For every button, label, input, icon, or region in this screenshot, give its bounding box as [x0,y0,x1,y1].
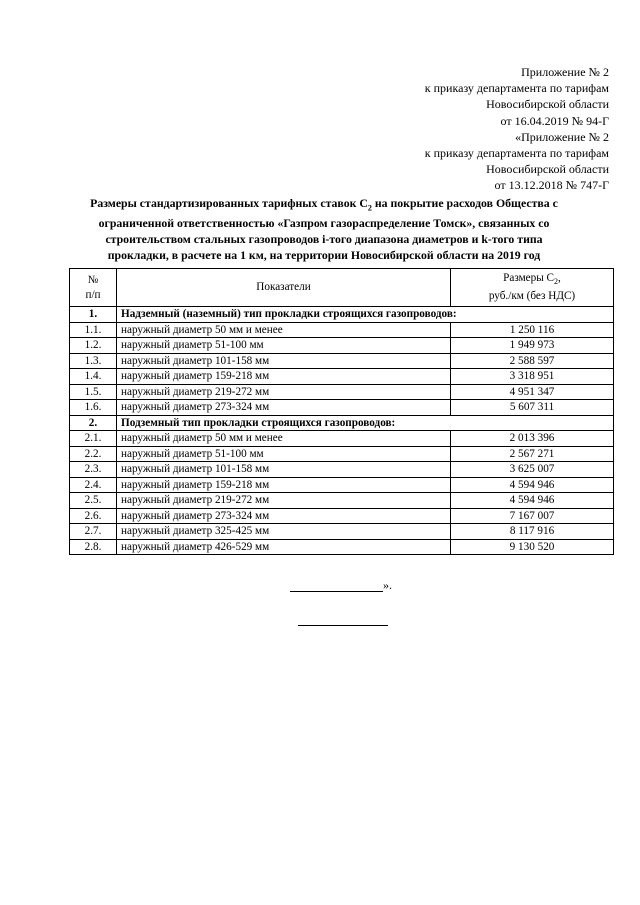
row-number: 2.3. [70,462,117,478]
table-header-row [70,269,614,307]
section-number: 2. [70,415,117,431]
end-separator-line [298,625,388,626]
row-number: 2.4. [70,477,117,493]
row-number: 1.4. [70,369,117,385]
header-line: от 13.12.2018 № 747-Г [494,178,609,193]
row-label: наружный диаметр 51-100 мм [117,446,451,462]
row-number: 2.7. [70,524,117,540]
row-number: 1.5. [70,384,117,400]
table-row [70,508,614,524]
row-number: 1.2. [70,338,117,354]
closing-mark [290,578,392,592]
header-line: «Приложение № 2 [515,129,609,144]
row-value: 7 167 007 [451,508,614,524]
section-number: 1. [70,307,117,323]
row-label: наружный диаметр 219-272 мм [117,384,451,400]
table-row [70,384,614,400]
table-row [70,400,614,416]
row-value: 3 318 951 [451,369,614,385]
section-title: Надземный (наземный) тип прокладки строящихся газопроводов: [117,307,614,323]
header-line: к приказу департамента по тарифам [424,146,609,161]
table-row [70,431,614,447]
table-row [70,353,614,369]
row-value: 4 594 946 [451,477,614,493]
section-title: Подземный тип прокладки строящихся газопроводов: [117,415,614,431]
table-row [70,338,614,354]
row-value: 9 130 520 [451,539,614,555]
closing-quote: ». [383,578,392,592]
title-text-part2: на покрытие расходов Общества с ограниченной ответственностью «Газпром газораспределение Томск», связанных со строительством стальных газопроводов i-того диапазона диаметров и k-того типа прокладки, в расчете на 1 км, на территории Новосибирской области на 2019 год [98,196,558,263]
row-number: 1.3. [70,353,117,369]
row-label: наружный диаметр 51-100 мм [117,338,451,354]
row-label: наружный диаметр 101-158 мм [117,353,451,369]
table-body [70,307,614,555]
row-label: наружный диаметр 325-425 мм [117,524,451,540]
row-number: 2.8. [70,539,117,555]
column-header-value: Размеры $С_2$, руб./км (без НДС) [451,269,614,307]
row-value: 2 567 271 [451,446,614,462]
row-label: наружный диаметр 50 мм и менее [117,431,451,447]
row-number: 1.1. [70,322,117,338]
row-number: 1.6. [70,400,117,416]
appendix-header [425,64,609,194]
header-line: Новосибирской области [486,162,609,177]
row-number: 2.5. [70,493,117,509]
document-title [80,196,568,264]
row-label: наружный диаметр 273-324 мм [117,400,451,416]
row-value: 5 607 311 [451,400,614,416]
row-label: наружный диаметр 50 мм и менее [117,322,451,338]
table-row [70,446,614,462]
row-value: 4 951 347 [451,384,614,400]
row-value: 1 250 116 [451,322,614,338]
section-row [70,307,614,323]
table-row [70,369,614,385]
row-value: 8 117 916 [451,524,614,540]
row-number: 2.2. [70,446,117,462]
table-row [70,539,614,555]
header-line: к приказу департамента по тарифам [424,81,609,96]
table-row [70,322,614,338]
row-label: наружный диаметр 426-529 мм [117,539,451,555]
row-value: 2 588 597 [451,353,614,369]
row-label: наружный диаметр 159-218 мм [117,477,451,493]
row-number: 2.1. [70,431,117,447]
row-value: 1 949 973 [451,338,614,354]
row-label: наружный диаметр 159-218 мм [117,369,451,385]
table-row [70,493,614,509]
table-row [70,524,614,540]
table-row [70,477,614,493]
row-label: наружный диаметр 219-272 мм [117,493,451,509]
table-row [70,462,614,478]
rates-table [69,268,614,555]
row-label: наружный диаметр 273-324 мм [117,508,451,524]
row-number: 2.6. [70,508,117,524]
header-line: Новосибирской области [486,97,609,112]
row-value: 4 594 946 [451,493,614,509]
title-subscript: 2 [367,203,372,213]
row-label: наружный диаметр 101-158 мм [117,462,451,478]
row-value: 2 013 396 [451,431,614,447]
row-value: 3 625 007 [451,462,614,478]
title-text-part1: Размеры стандартизированных тарифных ставок С [90,196,368,210]
header-line: Приложение № 2 [521,65,609,79]
header-line: от 16.04.2019 № 94-Г [500,113,609,128]
column-header-indicator: Показатели [117,269,451,307]
closing-underline [290,579,383,592]
section-row [70,415,614,431]
column-header-number: № п/п [70,269,117,307]
